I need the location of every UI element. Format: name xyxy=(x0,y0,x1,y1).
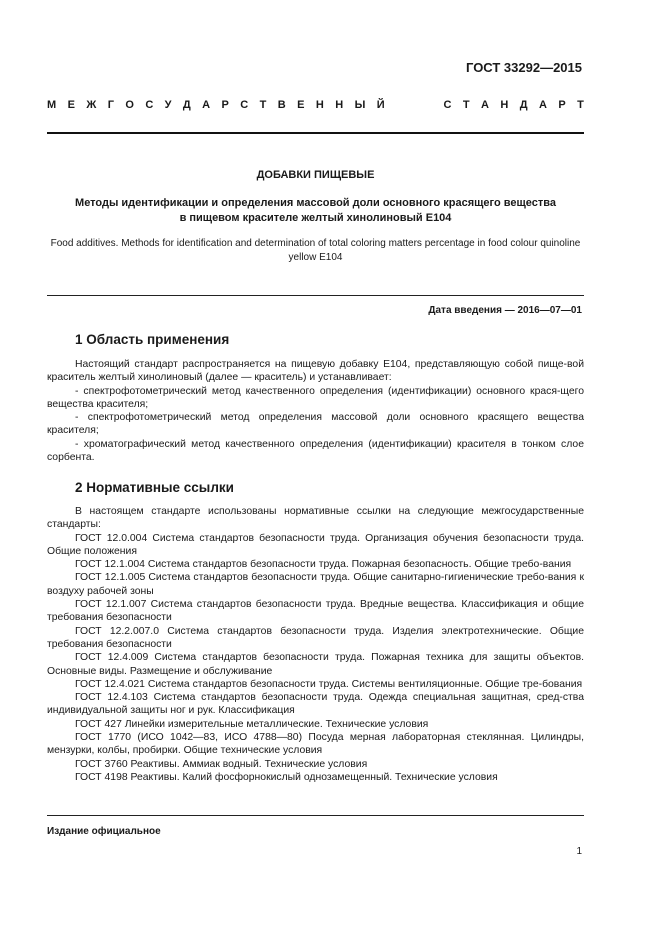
banner-letter: Д xyxy=(182,99,191,111)
reference-item: ГОСТ 12.2.007.0 Система стандартов безопасности труда. Изделия электротехнические. Общие требования безопасности xyxy=(47,625,584,650)
banner-letter: С xyxy=(443,99,452,111)
subtitle-line: в пищевом красителе желтый хинолиновый Е104 xyxy=(179,212,452,224)
interstate-standard-banner xyxy=(47,99,584,111)
document-subtitle xyxy=(47,196,584,226)
banner-letter: Н xyxy=(500,99,509,111)
banner-word-gap xyxy=(396,99,432,111)
reference-item: ГОСТ 12.1.007 Система стандартов безопасности труда. Вредные вещества. Классификация и общие требования безопасности xyxy=(47,599,584,624)
banner-letter: Н xyxy=(335,99,344,111)
reference-item: ГОСТ 12.0.004 Система стандартов безопасности труда. Организация обучения безопасности труда. Общие положения xyxy=(47,532,584,557)
introduction-date: Дата введения — 2016—07—01 xyxy=(428,305,582,316)
official-edition-label: Издание официальное xyxy=(47,826,161,837)
section-heading-references: 2 Нормативные ссылки xyxy=(75,480,234,495)
title-divider xyxy=(47,295,584,296)
reference-item: ГОСТ 427 Линейки измерительные металлические. Технические условия xyxy=(75,718,429,730)
banner-letter: А xyxy=(202,99,211,111)
paragraph: Настоящий стандарт распространяется на пищевую добавку Е104, представляющую собой пище-вой краситель желтый хинолиновый (далее — краситель) и устанавливает: xyxy=(47,359,584,384)
banner-letter: Р xyxy=(558,99,566,111)
reference-item: ГОСТ 1770 (ИСО 1042—83, ИСО 4788—80) Посуда мерная лабораторная стеклянная. Цилиндры, мензурки, колбы, пробирки. Общие технические условия xyxy=(47,732,584,757)
banner-letter: Р xyxy=(221,99,229,111)
banner-letter: Й xyxy=(376,99,385,111)
page-number: 1 xyxy=(576,846,582,857)
list-item: - хроматографический метод качественного определения (идентификации) красителя в тонком слое сорбента. xyxy=(47,438,584,464)
document-title: ДОБАВКИ ПИЩЕВЫЕ xyxy=(256,169,375,181)
banner-letter: С xyxy=(145,99,154,111)
reference-item: ГОСТ 12.1.004 Система стандартов безопасности труда. Пожарная безопасность. Общие требо-вания xyxy=(75,559,572,571)
banner-letter: Т xyxy=(577,99,584,111)
header-divider xyxy=(47,132,584,134)
section-scope-body xyxy=(47,358,584,464)
reference-item: ГОСТ 3760 Реактивы. Аммиак водный. Технические условия xyxy=(75,758,368,770)
banner-letter: Н xyxy=(315,99,324,111)
banner-letter: Д xyxy=(519,99,528,111)
banner-letter: О xyxy=(125,99,134,111)
banner-letter: В xyxy=(277,99,286,111)
section-heading-scope: 1 Область применения xyxy=(75,332,230,347)
banner-letter: Е xyxy=(67,99,75,111)
banner-letter: Т xyxy=(259,99,267,111)
footer-divider xyxy=(47,815,584,816)
reference-item: ГОСТ 12.1.005 Система стандартов безопасности труда. Общие санитарно-гигиенические требо-вания к воздуху рабочей зоны xyxy=(47,572,584,597)
reference-item: ГОСТ 12.4.021 Система стандартов безопасности труда. Системы вентиляционные. Общие тре-бования xyxy=(75,678,583,690)
banner-letter: Е xyxy=(297,99,305,111)
subtitle-line: Методы идентификации и определения массовой доли основного красящего вещества xyxy=(75,197,556,209)
banner-letter: М xyxy=(47,99,57,111)
list-item: - спектрофотометрический метод качественного определения (идентификации) основного крася-щего вещества красителя; xyxy=(47,385,584,410)
document-number: ГОСТ 33292—2015 xyxy=(466,60,582,75)
reference-item: ГОСТ 4198 Реактивы. Калий фосфорнокислый однозамещенный. Технические условия xyxy=(75,771,498,783)
banner-letter: С xyxy=(240,99,249,111)
english-title: Food additives. Methods for identification and determination of total coloring matters percentage in food colour quinoline yellow E104 xyxy=(50,238,581,263)
banner-letter: А xyxy=(481,99,489,111)
banner-letter: Т xyxy=(462,99,470,111)
banner-letter: Ж xyxy=(86,99,97,111)
banner-letter: У xyxy=(164,99,172,111)
banner-letter: Г xyxy=(107,99,114,111)
banner-letter: Ы xyxy=(354,99,366,111)
paragraph: В настоящем стандарте использованы нормативные ссылки на следующие межгосударственные стандарты: xyxy=(47,506,584,531)
list-item: - спектрофотометрический метод определения массовой доли основного красящего вещества красителя; xyxy=(47,412,584,437)
banner-letter: А xyxy=(538,99,547,111)
section-references-body xyxy=(47,505,584,784)
reference-item: ГОСТ 12.4.009 Система стандартов безопасности труда. Пожарная техника для защиты объектов. Основные виды. Размещение и обслуживание xyxy=(47,652,584,677)
reference-item: ГОСТ 12.4.103 Система стандартов безопасности труда. Одежда специальная защитная, сред-ства индивидуальной защиты ног и рук. Классификация xyxy=(47,692,584,717)
